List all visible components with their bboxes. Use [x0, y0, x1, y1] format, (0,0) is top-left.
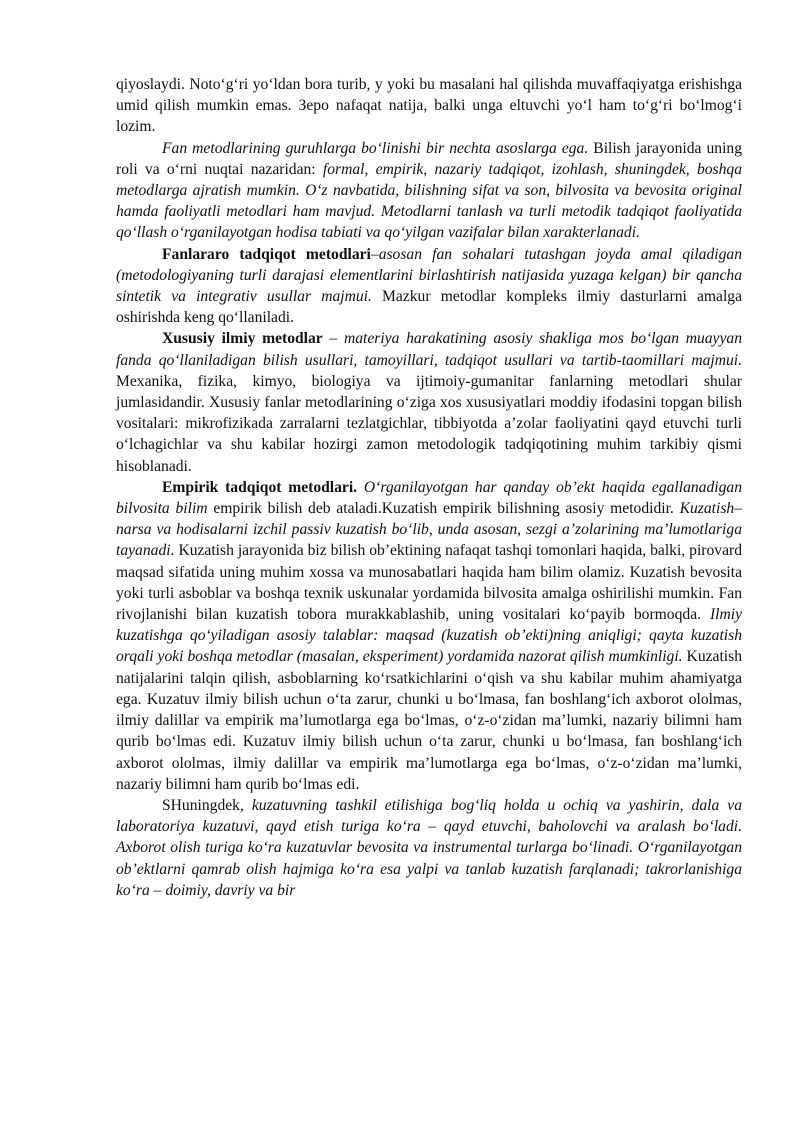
paragraph-1 [116, 74, 742, 138]
empirical-text-b: Kuzatish jarayonida biz bilish ob’ektining nafaqat tashqi tomonlari haqida, balki, pirovard maqsad sifatida uning muhim xossa va munosabatlari haqida ham bilim olamiz. Kuzatish bevosita yoki turli asboblar va boshqa texnik uskunalar yordamida bilvosita amalga oshirilishi mumkin. Fan rivojlanishi bilan kuzatish tobora murakkablashib, uning vositalari ko‘payib bormoqda. [116, 542, 742, 624]
empirical-text-c: Kuzatish natijalarini talqin qilish, asboblarning ko‘rsatkichlarini o‘qish va shu kabilar muhim ahamiyatga ega. Kuzatuv ilmiy bilish uchun o‘ta zarur, chunki u bo‘lmasa, fan boshlang‘ich axborot ololmas, ilmiy dalillar va empirik ma’lumotlarga ega bo‘lmas, o‘z-o‘zidan ma’lumki, nazariy bilimni ham qurib bo‘lmas edi. Kuzatuv ilmiy bilish uchun o‘ta zarur, chunki u bo‘lmasa, fan boshlang‘ich axborot ololmas, ilmiy dalillar va empirik ma’lumotlarga ega bo‘lmas, o‘z-o‘zidan ma’lumki, nazariy bilimni ham qurib bo‘lmas edi. [116, 648, 742, 793]
document-page [116, 74, 742, 901]
paragraph-empirical-methods [116, 477, 742, 795]
method-groups-heading: Fan metodlarining guruhlarga bo‘linishi bir nechta asoslarga ega. [162, 139, 589, 157]
method-groups-text-b: formal, empirik, nazariy tadqiqot, izohlash, shuningdek, boshqa metodlarga ajratish mumkin. O‘z navbatida, bilishning sifat va son, bilvosita va bevosita original hamda faoliyatli metodlari ham mavjud. Metodlarni tanlash va turli metodik tadqiqot faoliyatida qo‘llash o‘rganilayotgan hodisa tabiati va qo‘yilgan vazifalar bilan xarakterlanadi. [116, 160, 743, 242]
paragraph-specific-methods [116, 328, 742, 476]
specific-methods-dash: – [322, 330, 344, 348]
paragraph-method-groups [116, 138, 742, 244]
empirical-space [357, 479, 364, 496]
specific-methods-term: Xususiy ilmiy metodlar [162, 330, 323, 348]
specific-methods-text: Mexanika, fizika, kimyo, biologiya va ijtimoiy-gumanitar fanlarning metodlari shular jumlasidandir. Xususiy fanlar metodlarining o‘ziga xos xususiyatlari moddiy ifodasini topgan bilish vositalari: mikrofizikada zarralarni tezlatgichlar, tibbiyotda a’zolar faoliyatini qayd etuvchi turli o‘lchagichlar va shu kabilar hozirgi zamon metodologik tadqiqotining muhim tarkibiy qismi hisoblanadi. [116, 372, 742, 475]
paragraph-interdisciplinary [116, 244, 742, 329]
empirical-text-a: empirik bilish deb ataladi.Kuzatish empirik bilishning asosiy metodidir. [207, 500, 680, 518]
specific-methods-definition: materiya harakatining asosiy shakliga mos bo‘lgan muayyan fanda qo‘llaniladigan bilish usullari, tamoyillari, tadqiqot usullari va tartib-taomillari majmui. [116, 330, 742, 369]
observation-definition: Kuzatish–narsa va hodisalarni izchil passiv kuzatish bo‘lib, unda asosan, sezgi a’zolarining ma’lumotlariga tayanadi. [116, 500, 742, 560]
empirical-methods-term: Empirik tadqiqot metodlari. [162, 478, 358, 496]
paragraph-1-text: qiyoslaydi. Noto‘g‘ri yo‘ldan bora turib, y yoki bu masalani hal qilishda muvaffaqiyatga erishishga umid qilish mumkin emas. Зеро nafaqat natija, balki unga eltuvchi yo‘l ham to‘g‘ri bo‘lmog‘i lozim. [116, 76, 742, 136]
method-groups-text-a: Bilish jarayonida uning roli va o‘rni nuqtai nazaridan: [116, 139, 742, 178]
interdisciplinary-text: Mazkur metodlar kompleks ilmiy dasturlarni amalga oshirishda keng qo‘llaniladi. [116, 288, 743, 327]
interdisciplinary-term: Fanlararo tadqiqot metodlari [162, 245, 371, 263]
interdisciplinary-definition: –asosan fan sohalari tutashgan joyda amal qiladigan (metodologiyaning turli darajasi elementlarini birlashtirish natijasida yuzaga kelgan) bir qancha sintetik va integrativ usullar majmui. [116, 245, 742, 306]
empirical-definition: O‘rganilayotgan har qanday ob’ekt haqida egallanadigan bilvosita bilim [116, 478, 743, 518]
paragraph-observation-types [116, 795, 742, 901]
observation-types-lead: SHuningdek, [162, 796, 252, 814]
observation-requirements: Ilmiy kuzatishga qo‘yiladigan asosiy talablar: maqsad (kuzatish ob’ekti)ning aniqligi; qayta kuzatish orqali yoki boshqa metodlar (masalan, eksperiment) yordamida nazorat qilish mumkinligi. [116, 606, 742, 666]
observation-types-text: kuzatuvning tashkil etilishiga bog‘liq holda u ochiq va yashirin, dala va laboratoriya kuzatuvi, qayd etish turiga ko‘ra – qayd etuvchi, baholovchi va aralash bo‘ladi. Axborot olish turiga ko‘ra kuzatuvlar bevosita va instrumental turlarga bo‘linadi. O‘rganilayotgan ob’ektlarni qamrab olish hajmiga ko‘ra esa yalpi va tanlab kuzatish farqlanadi; takrorlanishiga ko‘ra – doimiy, davriy va bir [116, 796, 742, 899]
